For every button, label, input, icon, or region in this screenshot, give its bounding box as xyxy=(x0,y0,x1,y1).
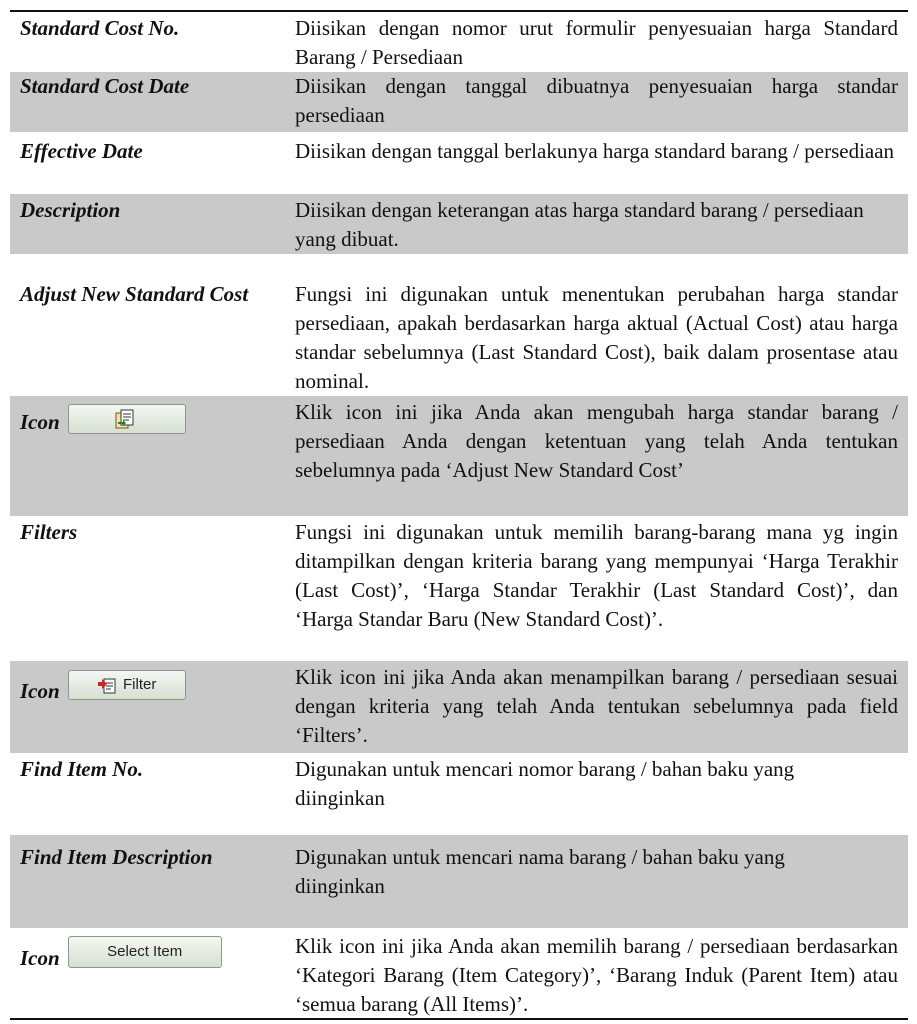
term-label: Adjust New Standard Cost xyxy=(20,282,249,306)
term-description: Klik icon ini jika Anda akan mengubah harga standar barang / persediaan Anda dengan ketentuan yang telah Anda tentukan sebelumnya pada ‘Adjust New Standard Cost’ xyxy=(295,400,898,482)
icon-term xyxy=(20,677,290,706)
filter-icon xyxy=(97,675,119,695)
table-bottom-border xyxy=(10,1018,908,1020)
adjust-cost-button[interactable] xyxy=(68,404,186,434)
term-description: Klik icon ini jika Anda akan menampilkan barang / persediaan sesuai dengan kriteria yang telah Anda tentukan sebelumnya pada field ‘Filters’. xyxy=(295,665,898,747)
table-row xyxy=(10,72,908,132)
table-row xyxy=(10,835,908,928)
select-item-button[interactable]: Select Item xyxy=(68,936,222,968)
term-label: Description xyxy=(20,198,121,222)
term-label: Standard Cost Date xyxy=(20,74,190,98)
term-label: Find Item No. xyxy=(20,757,144,781)
table-row xyxy=(10,12,908,72)
term-description: Digunakan untuk mencari nomor barang / bahan baku yang diinginkan xyxy=(295,757,795,810)
table-row xyxy=(10,928,908,1018)
term-description: Fungsi ini digunakan untuk memilih barang-barang mana yg ingin ditampilkan dengan kriteria barang yang mempunyai ‘Harga Terakhir (Last Cost)’, ‘Harga Standar Terakhir (Last Standard Cost)’, dan ‘Harga Standar Baru (New Standard Cost)’. xyxy=(295,520,898,631)
term-description: Klik icon ini jika Anda akan memilih barang / persediaan berdasarkan ‘Kategori Barang (Item Category)’, ‘Barang Induk (Parent Item) atau ‘semua barang (All Items)’. xyxy=(295,934,898,1016)
term-description: Diisikan dengan nomor urut formulir penyesuaian harga Standard Barang / Persediaan xyxy=(295,16,898,69)
icon-term xyxy=(20,944,290,973)
filter-button-label: Filter xyxy=(123,676,157,693)
term-description: Diisikan dengan tanggal berlakunya harga standard barang / persediaan xyxy=(295,139,895,163)
table-row xyxy=(10,194,908,254)
term-label: Icon xyxy=(20,946,60,970)
term-label: Icon xyxy=(20,679,60,703)
term-description: Digunakan untuk mencari nama barang / bahan baku yang diinginkan xyxy=(295,845,785,898)
term-description: Fungsi ini digunakan untuk menentukan perubahan harga standar persediaan, apakah berdasarkan harga aktual (Actual Cost) atau harga standar sebelumnya (Last Standard Cost), baik dalam prosentase atau nominal. xyxy=(295,282,898,393)
filter-button[interactable] xyxy=(68,670,186,700)
term-description: Diisikan dengan keterangan atas harga standard barang / persediaan yang dibuat. xyxy=(295,198,864,251)
term-label: Icon xyxy=(20,410,60,434)
term-label: Find Item Description xyxy=(20,845,213,869)
table-row xyxy=(10,661,908,753)
adjust-cost-icon xyxy=(114,408,136,430)
icon-term xyxy=(20,408,290,437)
table-row xyxy=(10,753,908,835)
term-label: Standard Cost No. xyxy=(20,16,180,40)
term-description: Diisikan dengan tanggal dibuatnya penyesuaian harga standar persediaan xyxy=(295,74,898,127)
table-row xyxy=(10,132,908,194)
term-label: Effective Date xyxy=(20,139,143,163)
table-row xyxy=(10,254,908,396)
term-label: Filters xyxy=(20,520,78,544)
table-row xyxy=(10,516,908,661)
table-row xyxy=(10,396,908,516)
